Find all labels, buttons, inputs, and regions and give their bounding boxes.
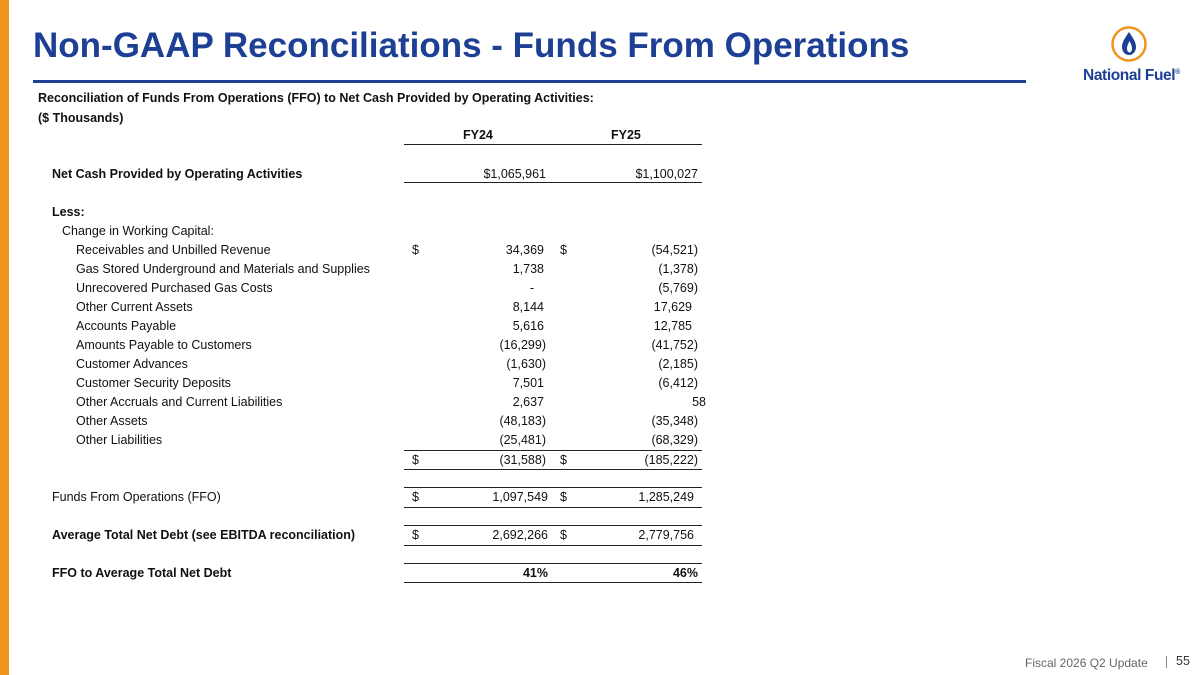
fy25-value: (41,752) [651, 338, 698, 352]
working-capital-item-row [0, 279, 1200, 298]
fy24-currency: $ [412, 528, 419, 542]
working-capital-item-row [0, 431, 1200, 450]
working-capital-total-row [0, 451, 1200, 470]
fy24-value: (16,299) [499, 338, 546, 352]
fy24-currency: $ [412, 453, 419, 467]
working-capital-item-row [0, 260, 1200, 279]
fy24-value: 1,097,549 [492, 490, 548, 504]
working-capital-item-row [0, 374, 1200, 393]
less-row [0, 203, 1200, 222]
fy24-currency: $ [412, 243, 419, 257]
fy24-value: 8,144 [512, 300, 544, 314]
item-label: Other Assets [76, 414, 148, 428]
fy24-value: (31,588) [499, 453, 546, 467]
fy24-value: (48,183) [499, 414, 546, 428]
working-capital-item-row [0, 412, 1200, 431]
working-capital-item-row [0, 298, 1200, 317]
fy24-value: 34,369 [505, 243, 544, 257]
fy24-value: (1,630) [506, 357, 546, 371]
table-subtitle: Reconciliation of Funds From Operations (FFO) to Net Cash Provided by Operating Activities: [38, 91, 594, 105]
item-label: Other Accruals and Current Liabilities [76, 395, 283, 409]
fy25-value: (5,769) [658, 281, 698, 295]
working-capital-item-row [0, 336, 1200, 355]
item-label: Unrecovered Purchased Gas Costs [76, 281, 273, 295]
item-label: Other Current Assets [76, 300, 193, 314]
working-capital-item-row [0, 355, 1200, 374]
item-label: Receivables and Unbilled Revenue [76, 243, 271, 257]
col-header-fy25: FY25 [611, 128, 641, 142]
ffo-bottom-line [404, 507, 702, 508]
fy25-value: 58 [692, 395, 706, 409]
ffo-row [0, 488, 1200, 507]
fy24-value: 1,738 [512, 262, 544, 276]
row-label: FFO to Average Total Net Debt [52, 566, 232, 580]
fy24-value: 41% [522, 566, 548, 580]
fy24-value: (25,481) [499, 433, 546, 447]
fy25-currency: $ [560, 243, 567, 257]
fy24-value: 2,637 [512, 395, 544, 409]
subtotal-bottom-line [404, 469, 702, 470]
fy25-value: (54,521) [651, 243, 698, 257]
units-note: ($ Thousands) [38, 111, 124, 125]
fy25-value: 17,629 [653, 300, 692, 314]
fy24-value: 2,692,266 [492, 528, 548, 542]
fy24-value: 5,616 [512, 319, 544, 333]
slide-title: Non-GAAP Reconciliations - Funds From Operations [33, 26, 910, 65]
fy25-currency: $ [560, 453, 567, 467]
average-debt-row [0, 526, 1200, 545]
working-capital-item-row [0, 317, 1200, 336]
debt-bottom-line [404, 545, 702, 546]
header-row [0, 126, 1200, 145]
working-capital-label: Change in Working Capital: [62, 224, 214, 238]
company-logo [1074, 26, 1189, 86]
header-underline [404, 144, 702, 145]
fy25-value: (185,222) [644, 453, 698, 467]
fy25-value: 46% [672, 566, 698, 580]
fy25-value: 2,779,756 [638, 528, 694, 542]
fy24-value: $1,065,961 [483, 167, 546, 181]
fy25-value: (1,378) [658, 262, 698, 276]
ratio-bottom-line [404, 582, 702, 583]
fy25-value: 12,785 [653, 319, 692, 333]
title-divider [33, 80, 1026, 83]
working-capital-item-row [0, 241, 1200, 260]
fy25-value: (2,185) [658, 357, 698, 371]
footer-label: Fiscal 2026 Q2 Update [1025, 656, 1148, 670]
row-label: Net Cash Provided by Operating Activities [52, 167, 303, 181]
fy24-currency: $ [412, 490, 419, 504]
fy25-value: 1,285,249 [638, 490, 694, 504]
item-label: Customer Security Deposits [76, 376, 231, 390]
row-underline [404, 182, 702, 183]
page-number: 55 [1176, 654, 1190, 668]
ffo-ratio-row [0, 564, 1200, 583]
col-header-fy24: FY24 [463, 128, 493, 142]
row-label: Average Total Net Debt (see EBITDA reconciliation) [52, 528, 356, 542]
item-label: Customer Advances [76, 357, 188, 371]
fy25-value: (68,329) [651, 433, 698, 447]
item-label: Accounts Payable [76, 319, 177, 333]
flame-logo-icon [1111, 26, 1147, 62]
less-label: Less: [52, 205, 85, 219]
logo-wordmark: National Fuel® [1083, 67, 1180, 84]
fy25-value: (6,412) [658, 376, 698, 390]
fy24-value: 7,501 [512, 376, 544, 390]
row-label: Funds From Operations (FFO) [52, 490, 221, 504]
working-capital-item-row [0, 393, 1200, 412]
working-capital-row [0, 222, 1200, 241]
fy25-currency: $ [560, 528, 567, 542]
fy25-value: $1,100,027 [635, 167, 698, 181]
footer-separator [1166, 656, 1167, 668]
fy25-value: (35,348) [651, 414, 698, 428]
item-label: Amounts Payable to Customers [76, 338, 252, 352]
fy24-value: - [529, 281, 534, 295]
item-label: Gas Stored Underground and Materials and Supplies [76, 262, 370, 276]
item-label: Other Liabilities [76, 433, 163, 447]
fy25-currency: $ [560, 490, 567, 504]
